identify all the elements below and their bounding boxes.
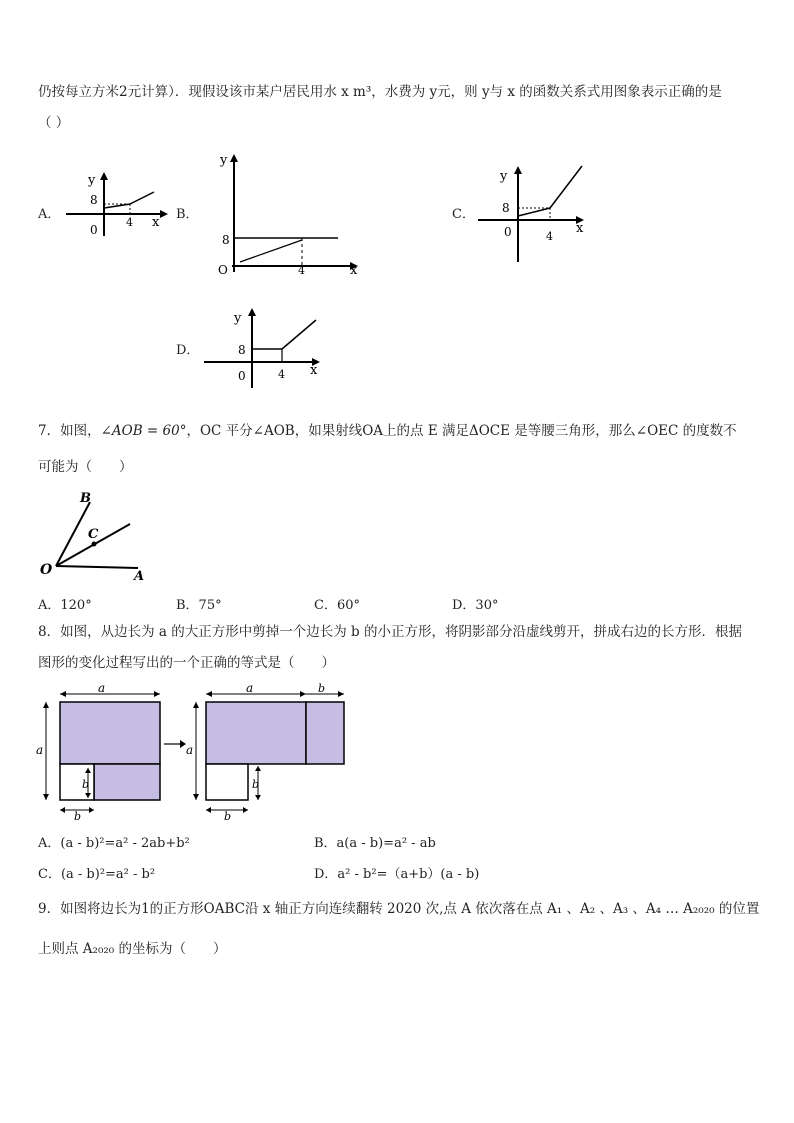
- q8-b-inner-right: b: [252, 778, 260, 791]
- q6a-4: 4: [126, 216, 133, 229]
- q8-b-bottom-left: b: [74, 810, 82, 822]
- q6-option-a-label[interactable]: A．: [38, 207, 61, 222]
- q8-b-top-right: b: [318, 682, 326, 695]
- q6-option-c-label[interactable]: C．: [452, 207, 475, 222]
- q7-label-c: C: [88, 527, 99, 542]
- q7-line1: [38, 422, 737, 440]
- q6-option-b-label[interactable]: B．: [176, 207, 199, 222]
- q6c-y: y: [500, 169, 508, 184]
- q8-a-top-left: a: [98, 682, 106, 695]
- q6d-8: 8: [238, 343, 246, 357]
- q6-option-d-label[interactable]: D．: [176, 343, 200, 358]
- q8-option-a[interactable]: A．(a - b)²=a² - 2ab+b²: [38, 836, 190, 851]
- q6b-y: y: [220, 153, 228, 168]
- q7-option-a[interactable]: A．120°: [38, 598, 92, 613]
- q6d-x: x: [310, 363, 318, 378]
- q9-line1: 9．如图将边长为1的正方形OABC沿 x 轴正方向连续翻转 2020 次,点 A 依次落在点 A₁ 、A₂ 、A₃ 、A₄ … A₂₀₂₀ 的位置: [38, 901, 760, 917]
- q8-a-right: a: [186, 743, 194, 757]
- q6d-y: y: [234, 311, 242, 326]
- q6a-y: y: [88, 173, 96, 188]
- q7-label-o: O: [40, 562, 53, 578]
- q6-graph-a[interactable]: [60, 168, 170, 240]
- q7-option-d[interactable]: D．30°: [452, 598, 499, 613]
- q6a-0: 0: [90, 223, 98, 237]
- q7-figure: [36, 488, 156, 582]
- q7-label-b: B: [80, 491, 91, 506]
- q6b-4: 4: [298, 264, 305, 276]
- q6-graph-b[interactable]: [210, 148, 366, 276]
- q9-line2: 上则点 A₂₀₂₀ 的坐标为（ ）: [38, 941, 227, 957]
- q7-label-a: A: [134, 569, 145, 582]
- q6b-8: 8: [222, 233, 230, 247]
- q6b-o: O: [218, 263, 228, 276]
- q6c-0: 0: [504, 225, 512, 239]
- q8-option-c[interactable]: C．(a - b)²=a² - b²: [38, 867, 156, 882]
- q7-mid: ，OC 平分∠AOB，如果射线OA上的点 E 满足ΔOCE 是等腰三角形，那么∠OEC 的度数不: [186, 423, 737, 439]
- q6c-x: x: [576, 221, 584, 236]
- q7-line2: 可能为（ ）: [38, 459, 133, 475]
- q8-b-inner-left: b: [82, 778, 90, 791]
- q6-graph-c[interactable]: [474, 158, 594, 266]
- q6d-4: 4: [278, 368, 285, 381]
- q7-angle-eq: ∠AOB = 60°: [100, 423, 187, 439]
- q7-option-b[interactable]: B．75°: [176, 598, 222, 613]
- q6-line1: 仍按每立方米2元计算）．现假设该市某户居民用水 x m³，水费为 y元，则 y与 x 的函数关系式用图象表示正确的是: [38, 84, 722, 100]
- q6d-0: 0: [238, 369, 246, 383]
- q6-line2: （ ）: [38, 115, 70, 131]
- q7-prefix: 7．如图，: [38, 423, 101, 439]
- q8-a-top-right: a: [246, 682, 254, 695]
- q6c-8: 8: [502, 201, 510, 215]
- q6-graph-d[interactable]: [200, 302, 330, 392]
- q6a-x: x: [152, 215, 160, 230]
- q8-figure: [34, 682, 364, 822]
- q6b-x: x: [350, 263, 358, 276]
- q6a-8: 8: [90, 193, 98, 207]
- q8-option-d[interactable]: D．a² - b²=（a+b）(a - b): [314, 867, 480, 882]
- q8-line2: 图形的变化过程写出的一个正确的等式是（ ）: [38, 655, 335, 671]
- q8-b-bottom-right: b: [224, 810, 232, 822]
- q8-line1: 8．如图，从边长为 a 的大正方形中剪掉一个边长为 b 的小正方形，将阴影部分沿虚线剪开，拼成右边的长方形．根据: [38, 624, 742, 640]
- q7-option-c[interactable]: C．60°: [314, 598, 360, 613]
- q6c-4: 4: [546, 230, 553, 243]
- q8-option-b[interactable]: B．a(a - b)=a² - ab: [314, 836, 436, 851]
- q8-a-left: a: [36, 743, 44, 757]
